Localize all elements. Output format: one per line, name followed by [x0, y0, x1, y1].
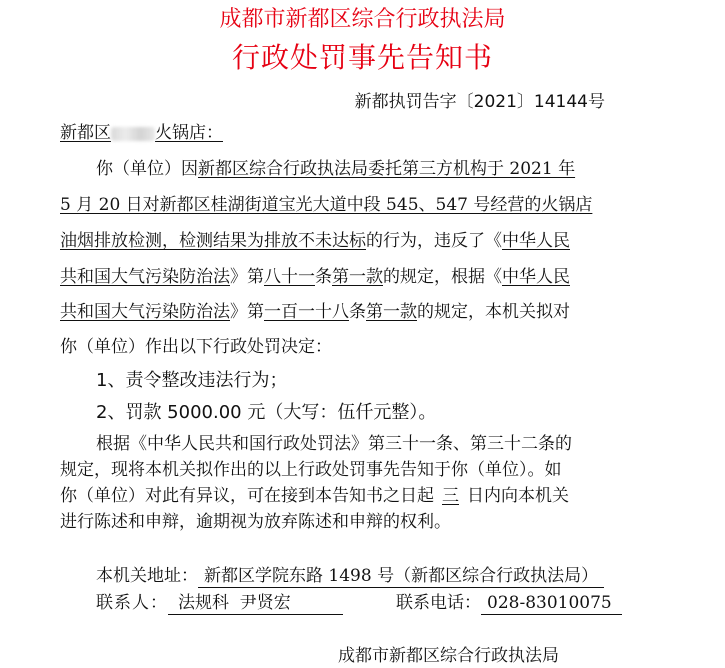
- p2-l4: 进行陈述和申辩，逾期视为放弃陈述和申辩的权利。: [60, 512, 451, 532]
- salutation-prefix: 新都区: [60, 123, 111, 143]
- p1-l3-b: 的行为，违反了《: [366, 231, 502, 251]
- p1-l3-a: 油烟排放检测，检测结果为排放不未达标: [60, 231, 366, 251]
- p1-line-1: [96, 157, 575, 181]
- org-title: 成都市新都区综合行政执法局: [219, 7, 506, 32]
- p2-line-2: [60, 458, 562, 482]
- p1-l5-a: 共和国大气污染防治法: [60, 302, 230, 322]
- p2-l3-c: 日内向本机关: [467, 486, 569, 506]
- signature-org: 成都市新都区综合行政执法局: [338, 646, 559, 666]
- p1-l4-e: 第一款: [332, 267, 383, 287]
- p1-l5-b: 》第: [230, 302, 264, 322]
- address-row: [96, 564, 604, 588]
- p1-l1-a: 你（单位）因: [96, 159, 198, 179]
- contact-row: [96, 591, 343, 615]
- p2-l1: 根据《中华人民共和国行政处罚法》第三十一条、第三十二条的: [96, 434, 572, 454]
- p1-l4-a: 共和国大气污染防治法: [60, 267, 230, 287]
- p2-l2: 规定，现将本机关拟作出的以上行政处罚事先告知于你（单位）。如: [60, 460, 562, 480]
- p1-l4-b: 》第: [230, 267, 264, 287]
- p1-line-6: [60, 335, 332, 359]
- p1-l5-c: 一百一十八: [264, 302, 349, 322]
- p1-l5-d: 条: [349, 302, 366, 322]
- address-label: 本机关地址：: [96, 566, 198, 586]
- p1-l4-g: 中华人民: [502, 267, 570, 287]
- salutation: [60, 121, 223, 145]
- p1-l4-c: 八十一: [264, 267, 315, 287]
- p1-l3-c: 中华人民: [502, 231, 570, 251]
- p1-line-4: [60, 265, 570, 289]
- address-value: 新都区学院东路 1498 号（新都区综合行政执法局）: [198, 565, 604, 588]
- phone-row: [396, 591, 622, 615]
- person-label: 联系人：: [96, 593, 168, 613]
- penalty-item-1: 1、责令整改违法行为；: [96, 370, 288, 391]
- p1-l5-e: 第一款: [366, 302, 417, 322]
- p1-l5-f: 的规定，本机关拟对: [417, 302, 570, 322]
- p1-line-5: [60, 300, 570, 324]
- p1-l1-b: 新都区综合行政执法局委托第三方机构于 2021 年: [198, 159, 576, 179]
- p1-line-3: [60, 229, 570, 253]
- p1-line-2: [60, 193, 592, 217]
- penalty-item-2: 2、罚款 5000.00 元（大写：伍仟元整）。: [96, 402, 437, 423]
- phone-value: 028-83010075: [481, 592, 622, 615]
- p2-line-3: [60, 484, 569, 508]
- p1-l6: 你（单位）作出以下行政处罚决定：: [60, 337, 332, 357]
- p2-line-1: [96, 432, 572, 456]
- phone-label: 联系电话：: [396, 593, 481, 613]
- p2-line-4: [60, 510, 451, 534]
- salutation-suffix: 火锅店：: [155, 123, 223, 143]
- p1-l2: 5 月 20 日对新都区桂湖街道宝光大道中段 545、547 号经营的火锅店: [60, 195, 593, 215]
- p2-l3-b: 三: [442, 486, 459, 506]
- redacted-name-blur: [111, 127, 155, 141]
- document-number: 新都执罚告字〔2021〕14144号: [354, 92, 605, 112]
- p2-l3-a: 你（单位）对此有异议，可在接到本告知书之日起: [60, 486, 434, 506]
- salutation-redaction: [111, 123, 155, 143]
- p1-l4-f: 的规定，根据《: [383, 267, 502, 287]
- person-value: 法规科 尹贤宏: [168, 592, 343, 615]
- p1-l4-d: 条: [315, 267, 332, 287]
- document-title: 行政处罚事先告知书: [231, 41, 493, 74]
